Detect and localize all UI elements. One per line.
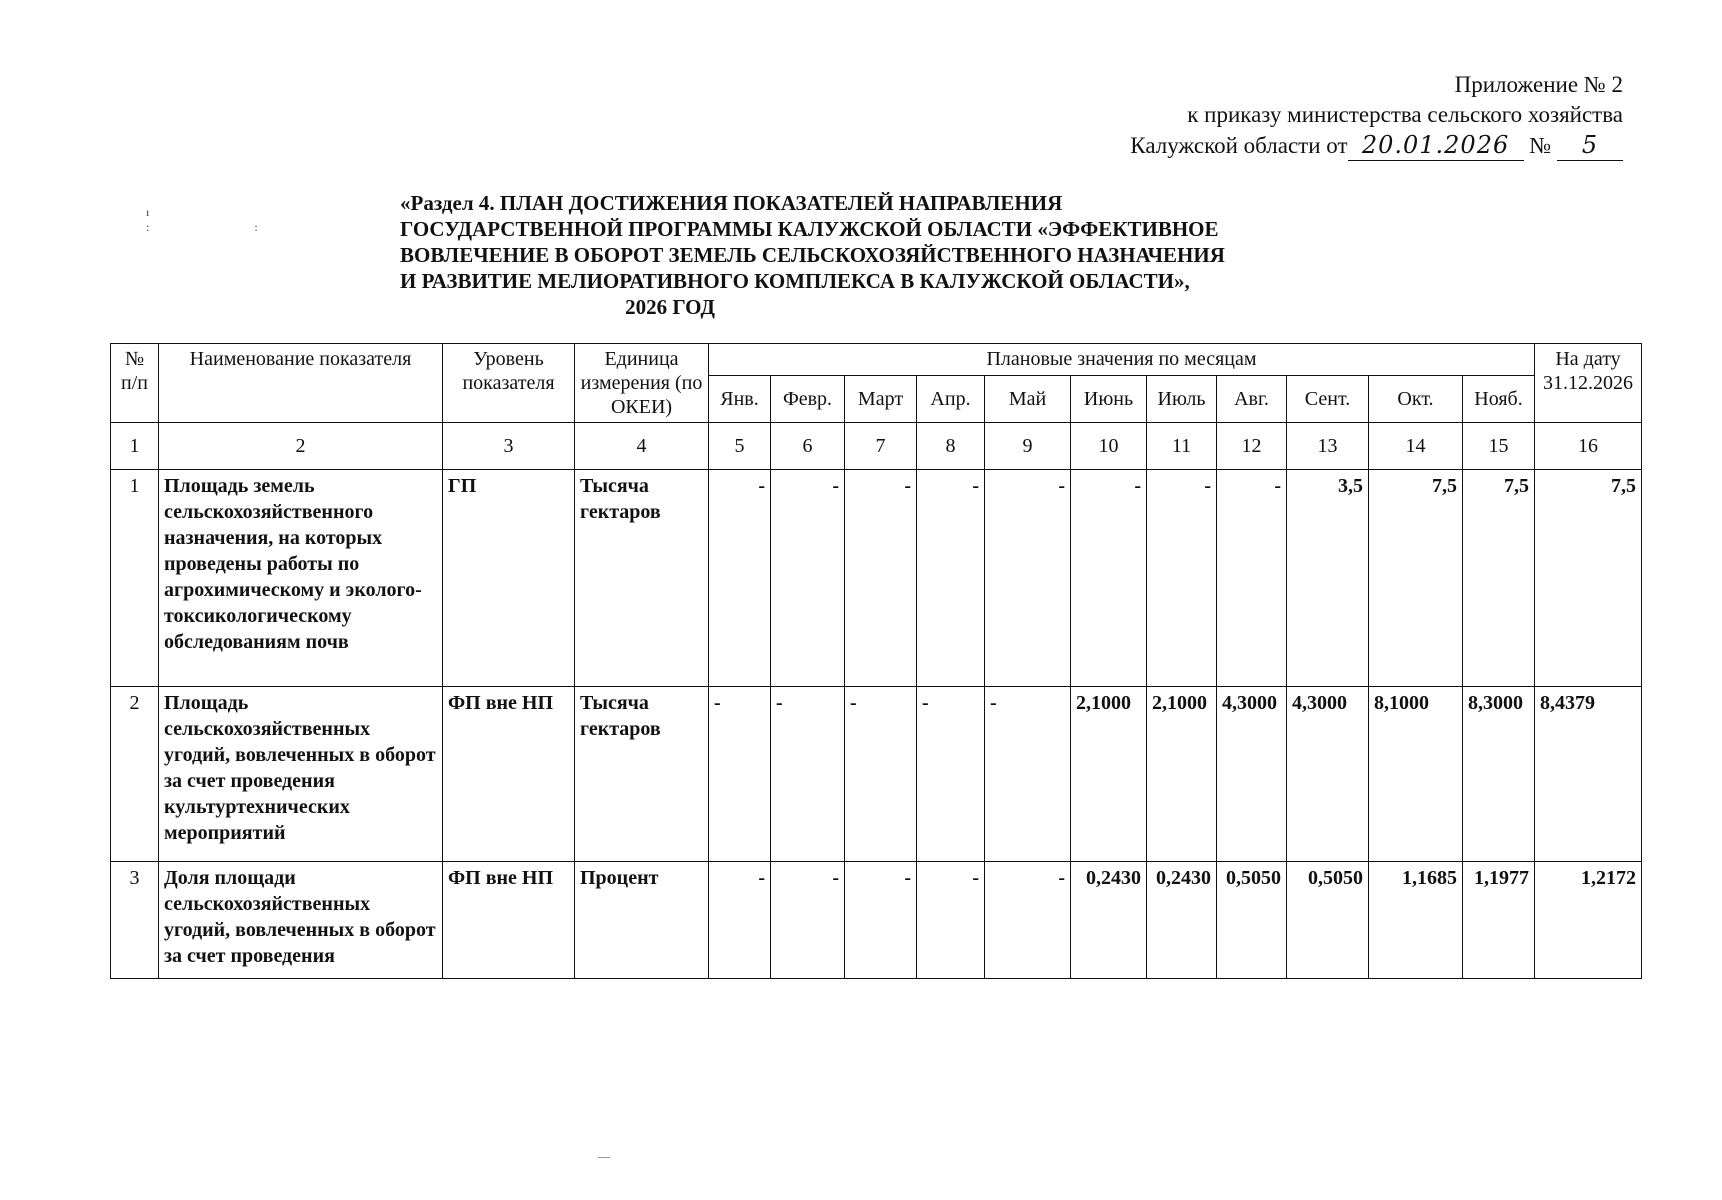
handwritten-number: 5 (1557, 130, 1623, 161)
row-value: - (985, 470, 1071, 687)
table-row (111, 862, 1642, 979)
header-month: Нояб. (1463, 376, 1535, 423)
column-number: 9 (985, 423, 1071, 470)
row-value: 2,1000 (1147, 687, 1217, 862)
row-value: - (917, 862, 985, 979)
appendix-line-3 (1130, 130, 1623, 161)
header-month: Апр. (917, 376, 985, 423)
row-value: 8,1000 (1369, 687, 1463, 862)
row-value: 2,1000 (1071, 687, 1147, 862)
row-value: 3,5 (1287, 470, 1369, 687)
column-number: 1 (111, 423, 159, 470)
row-value: 7,5 (1369, 470, 1463, 687)
row-value: - (709, 687, 771, 862)
column-number: 11 (1147, 423, 1217, 470)
header-monthly: Плановые значения по месяцам (709, 344, 1535, 376)
header-month: Июнь (1071, 376, 1147, 423)
appendix-line-1: Приложение № 2 (1454, 72, 1623, 97)
column-number: 3 (443, 423, 575, 470)
row-value: - (709, 862, 771, 979)
row-value: - (771, 862, 845, 979)
row-name: Площадь земель сельскохозяйственного назначения, на которых проведены работы по агрохимическому и эколого-токсикологическому обследованиям почв (159, 470, 443, 687)
row-level: ФП вне НП (443, 687, 575, 862)
column-number: 5 (709, 423, 771, 470)
title-line-2: ГОСУДАРСТВЕННОЙ ПРОГРАММЫ КАЛУЖСКОЙ ОБЛАСТИ «ЭФФЕКТИВНОЕ (400, 217, 1219, 241)
row-value: - (1071, 470, 1147, 687)
row-unit: Процент (575, 862, 709, 979)
row-name: Доля площади сельскохозяйственных угодий, вовлеченных в оборот за счет проведения (159, 862, 443, 979)
title-line-1: «Раздел 4. ПЛАН ДОСТИЖЕНИЯ ПОКАЗАТЕЛЕЙ НАПРАВЛЕНИЯ (400, 191, 1063, 215)
column-number-row (111, 423, 1642, 470)
row-value: 1,1685 (1369, 862, 1463, 979)
row-value: 8,3000 (1463, 687, 1535, 862)
row-level: ГП (443, 470, 575, 687)
row-value: - (845, 470, 917, 687)
row-num: 2 (111, 687, 159, 862)
row-unit: Тысяча гектаров (575, 470, 709, 687)
row-value: 1,1977 (1463, 862, 1535, 979)
document-title (400, 190, 1225, 320)
column-number: 12 (1217, 423, 1287, 470)
row-value: 0,5050 (1287, 862, 1369, 979)
row-value: 0,2430 (1071, 862, 1147, 979)
title-line-3: ВОВЛЕЧЕНИЕ В ОБОРОТ ЗЕМЕЛЬ СЕЛЬСКОХОЗЯЙСТВЕННОГО НАЗНАЧЕНИЯ (400, 243, 1225, 267)
column-number: 4 (575, 423, 709, 470)
column-number: 6 (771, 423, 845, 470)
row-value: 4,3000 (1287, 687, 1369, 862)
header-month: Февр. (771, 376, 845, 423)
column-number: 8 (917, 423, 985, 470)
row-value: - (709, 470, 771, 687)
plan-table (110, 343, 1642, 979)
row-value: - (771, 687, 845, 862)
row-unit: Тысяча гектаров (575, 687, 709, 862)
number-label: № (1529, 133, 1552, 158)
column-number: 13 (1287, 423, 1369, 470)
row-name: Площадь сельскохозяйственных угодий, вовлеченных в оборот за счет проведения культуртехнических мероприятий (159, 687, 443, 862)
appendix-header (1130, 70, 1623, 161)
table-row (111, 470, 1642, 687)
header-unit: Единица измерения (по ОКЕИ) (575, 344, 709, 423)
row-value: - (917, 687, 985, 862)
header-final: На дату 31.12.2026 (1535, 344, 1642, 423)
row-level: ФП вне НП (443, 862, 575, 979)
title-line-4: И РАЗВИТИЕ МЕЛИОРАТИВНОГО КОМПЛЕКСА В КАЛУЖСКОЙ ОБЛАСТИ», (400, 269, 1190, 293)
appendix-line-3-prefix: Калужской области от (1130, 133, 1348, 158)
row-value: 4,3000 (1217, 687, 1287, 862)
row-value: - (1147, 470, 1217, 687)
header-month: Янв. (709, 376, 771, 423)
scan-speck (598, 1157, 610, 1158)
header-month: Окт. (1369, 376, 1463, 423)
header-level: Уровень показателя (443, 344, 575, 423)
row-value: 0,5050 (1217, 862, 1287, 979)
row-final: 8,4379 (1535, 687, 1642, 862)
header-month: Май (985, 376, 1071, 423)
row-num: 3 (111, 862, 159, 979)
row-value: 0,2430 (1147, 862, 1217, 979)
column-number: 2 (159, 423, 443, 470)
scan-specks: ı : : (146, 205, 258, 234)
header-month: Июль (1147, 376, 1217, 423)
row-value: - (845, 687, 917, 862)
row-num: 1 (111, 470, 159, 687)
row-value: - (917, 470, 985, 687)
row-final: 1,2172 (1535, 862, 1642, 979)
header-month: Авг. (1217, 376, 1287, 423)
title-line-5: 2026 ГОД (625, 295, 715, 319)
row-value: - (985, 687, 1071, 862)
row-value: - (985, 862, 1071, 979)
row-value: - (1217, 470, 1287, 687)
header-month: Март (845, 376, 917, 423)
appendix-line-2: к приказу министерства сельского хозяйства (1187, 102, 1623, 127)
header-num: № п/п (111, 344, 159, 423)
column-number: 10 (1071, 423, 1147, 470)
header-name: Наименование показателя (159, 344, 443, 423)
row-value: - (845, 862, 917, 979)
column-number: 16 (1535, 423, 1642, 470)
row-value: - (771, 470, 845, 687)
handwritten-date: 20.01.2026 (1348, 130, 1524, 161)
row-value: 7,5 (1463, 470, 1535, 687)
column-number: 15 (1463, 423, 1535, 470)
column-number: 7 (845, 423, 917, 470)
column-number: 14 (1369, 423, 1463, 470)
table-row (111, 687, 1642, 862)
row-final: 7,5 (1535, 470, 1642, 687)
header-month: Сент. (1287, 376, 1369, 423)
